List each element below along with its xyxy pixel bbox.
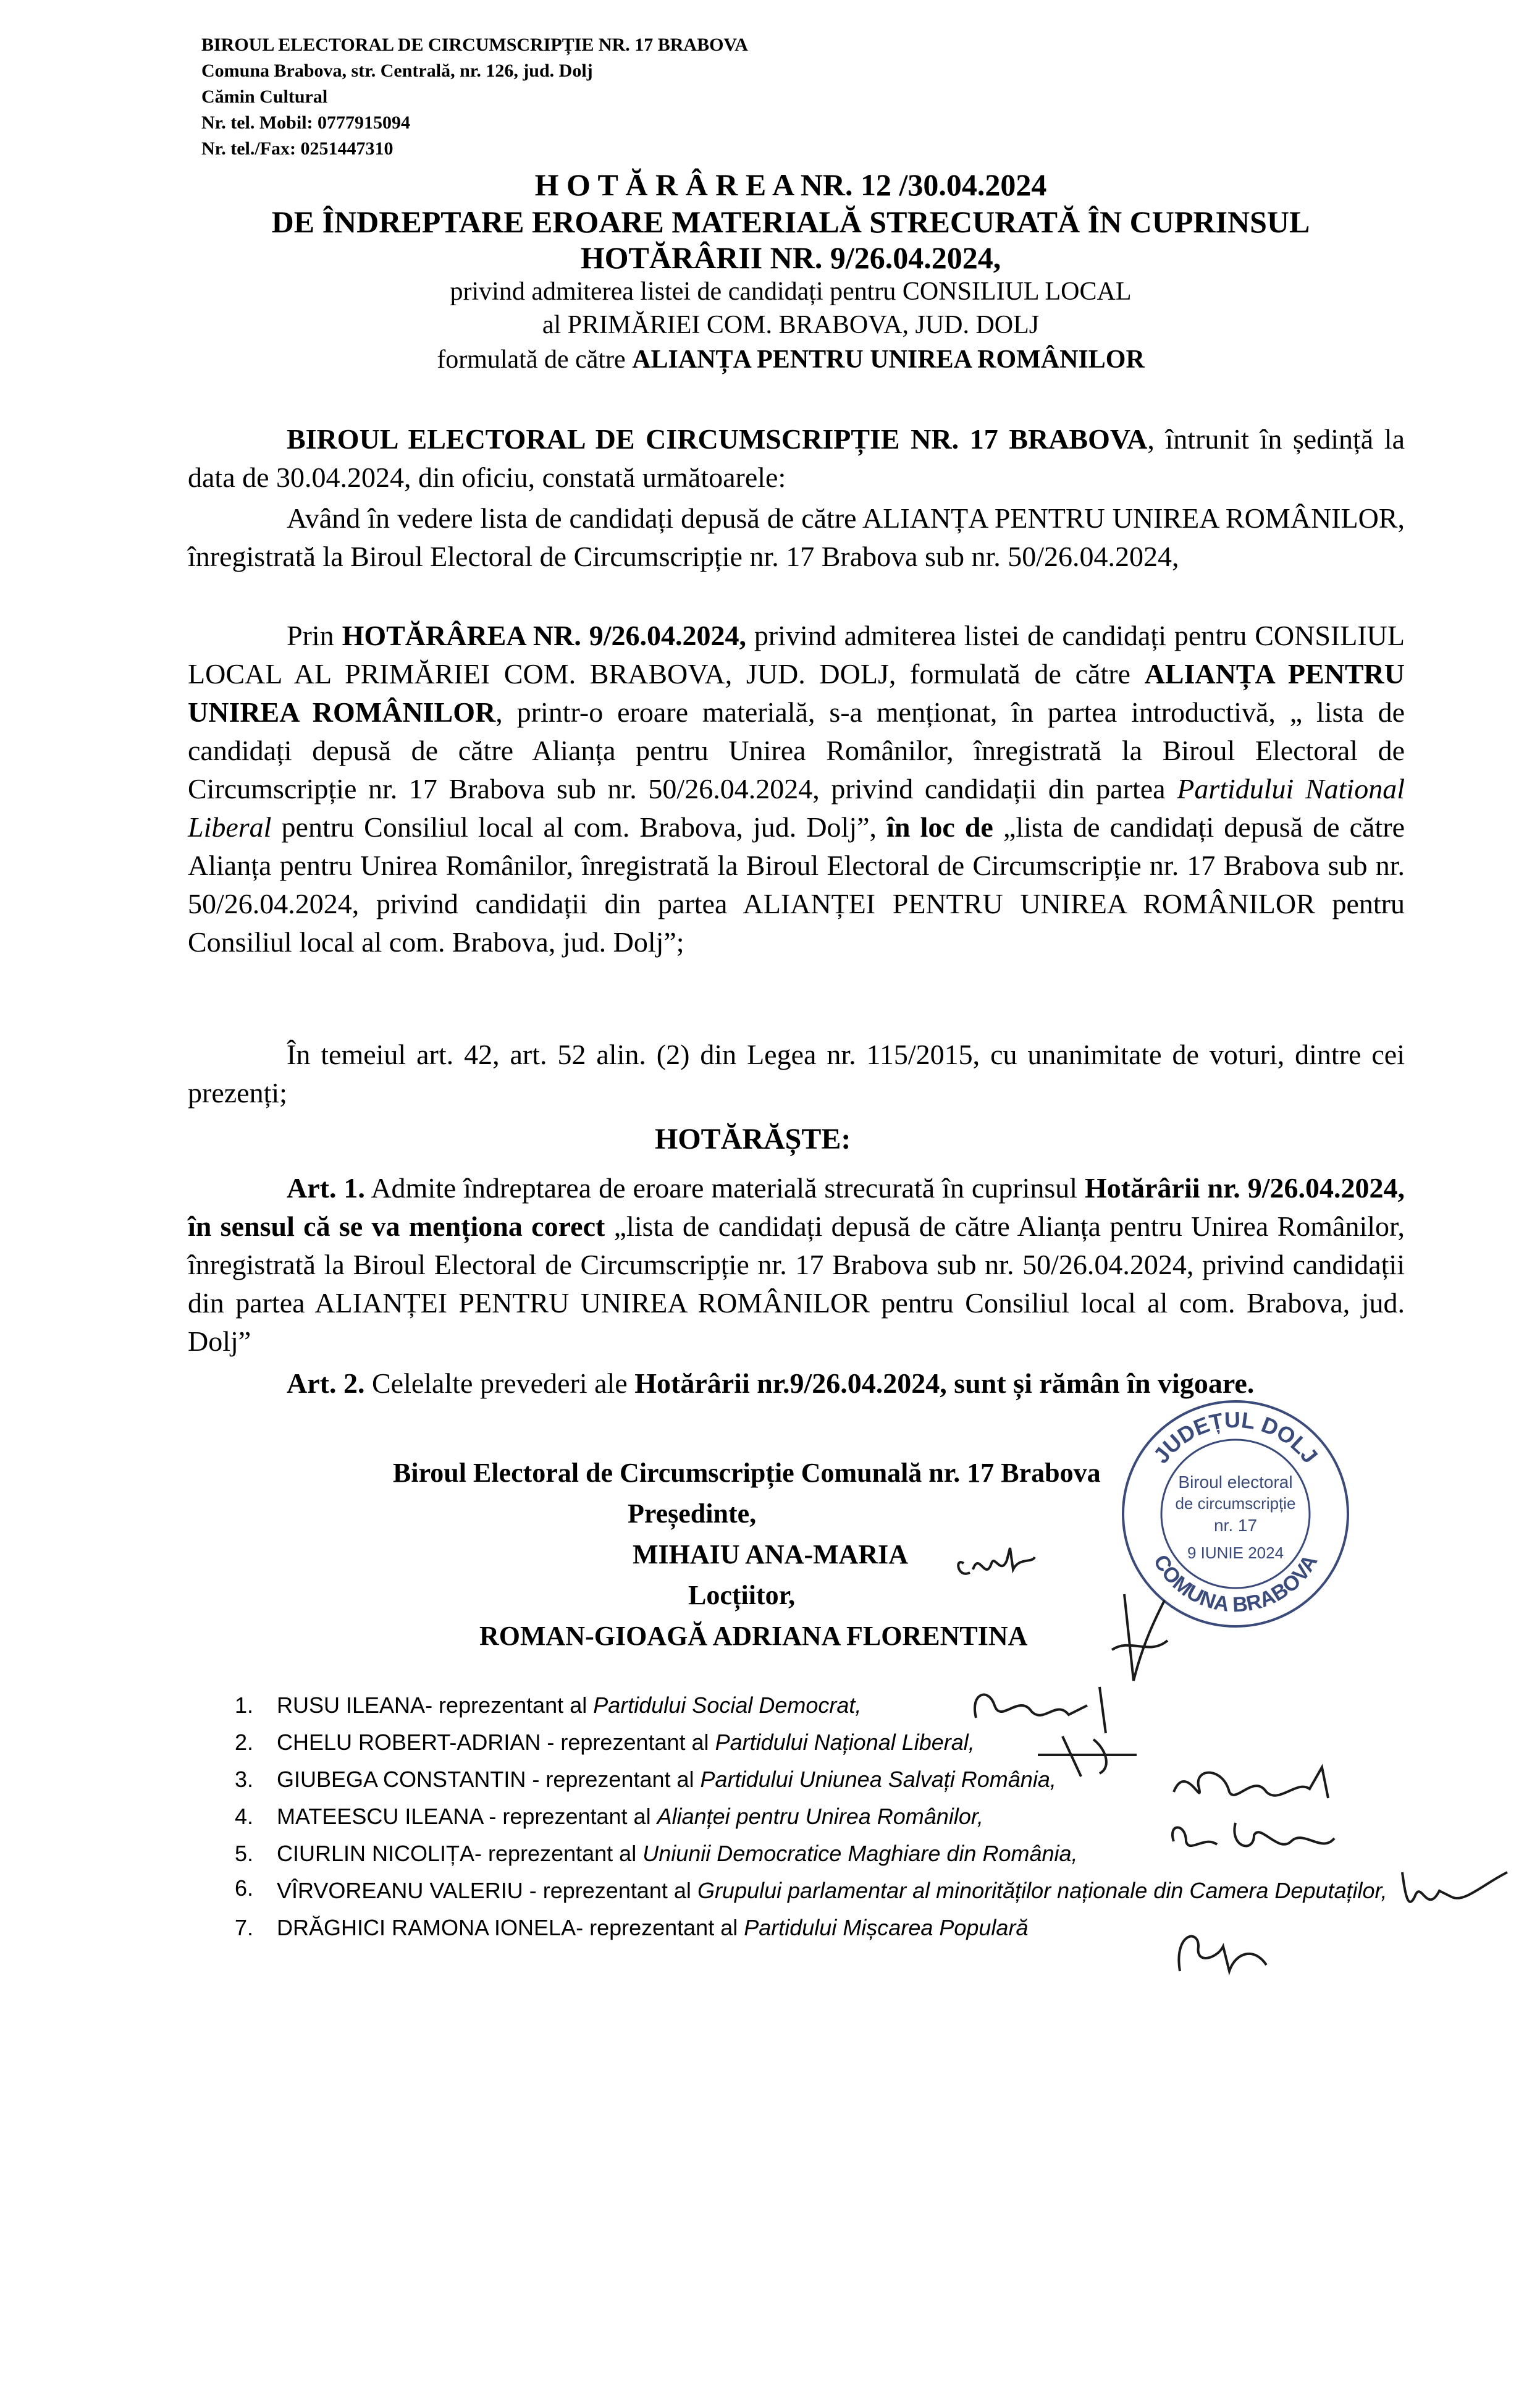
letterhead-line: Cămin Cultural [201,87,328,107]
letterhead [201,32,748,162]
member-signature-5 [1161,1810,1347,1866]
paragraph-error [188,617,1405,961]
list-number: 5. [235,1841,254,1866]
list-number: 6. [235,1875,254,1901]
letterhead-line: Comuna Brabova, str. Centrală, nr. 126, jud. Dolj [201,61,593,81]
text-run-bold: HOTĂRÂREA NR. 9/26.04.2024, [342,620,746,651]
president-title: Președinte, [628,1498,757,1529]
member-party: Grupului parlamentar al minorităților naționale din Camera Deputaților, [697,1878,1387,1903]
president-name: MIHAIU ANA-MARIA [633,1539,909,1569]
member-name: CIURLIN NICOLIȚA- reprezentant al [277,1841,643,1866]
member-signature-2 [1025,1730,1149,1780]
article-label: Art. 2. [287,1367,365,1399]
intro-text: , întrunit în ședință la data de 30.04.2024, din oficiu, constată următoarele: [188,423,1405,493]
subtitle-party: ALIANȚA PENTRU UNIREA ROMÂNILOR [632,345,1145,374]
member-signature-1 [964,1681,1137,1736]
stamp-ring-top: JUDEȚUL DOLJ [1148,1406,1323,1468]
list-number: 3. [235,1767,254,1792]
text-run: pentru Consiliul local al com. Brabova, jud. Dolj”, [271,811,887,843]
decision-number: H O T Ă R Â R E A NR. 12 /30.04.2024 [534,167,1047,202]
text-run: Celelalte prevederi ale [364,1367,635,1399]
member-signature-7 [1161,1922,1285,1983]
decision-subtitle [235,345,1347,374]
deputy-signature [1106,1582,1180,1693]
decision-subtitle: al PRIMĂRIEI COM. BRABOVA, JUD. DOLJ [542,311,1040,339]
list-number: 1. [235,1692,254,1718]
text-run-bold: în loc de [886,811,993,843]
text-run-bold: ALIANȚA PENTRU UNIREA ROMÂNILOR [188,658,1405,728]
text-run: privind admiterea listei de candidați pentru CONSILIUL LOCAL AL PRIMĂRIEI COM. BRABOVA, JUD. DOLJ, formulată de către [188,620,1405,690]
article-label: Art. 1. [287,1172,365,1204]
stamp-line: nr. 17 [1213,1516,1258,1535]
president-signature [951,1539,1044,1588]
member-party: Partidului Uniunea Salvați România, [700,1767,1056,1792]
paragraph-intro [188,420,1405,497]
member-party: Partidului Național Liberal, [715,1730,975,1755]
letterhead-line: Nr. tel. Mobil: 0777915094 [201,112,411,133]
article-1 [188,1169,1405,1361]
member-party: Partidului Social Democrat, [593,1692,862,1718]
paragraph-legal-basis: În temeiul art. 42, art. 52 alin. (2) din Legea nr. 115/2015, cu unanimitate de voturi, dintre cei prezenți; [188,1039,1405,1109]
text-run-bold: Hotărârii nr.9/26.04.2024, sunt și rămân în vigoare. [634,1367,1255,1399]
letterhead-line: Nr. tel./Fax: 0251447310 [201,138,394,159]
text-run: „lista de candidați depusă de către Alianța pentru Unirea Românilor, înregistrată la Biroul Electoral de Circumscripție nr. 17 Brabova sub nr. 50/26.04.2024, privind candidații din partea ALIANȚEI PENTRU UNIREA ROMÂNILOR pentru Consiliul local al com. Brabova, jud. Dolj”; [188,811,1405,958]
list-number: 2. [235,1730,254,1755]
list-item [235,1872,1401,1909]
member-party: Uniunii Democratice Maghiare din România, [642,1841,1078,1866]
member-name: VÎRVOREANU VALERIU - reprezentant al [277,1878,697,1903]
svg-text:JUDEȚUL DOLJ [1148,1407,1323,1468]
stamp-date: 9 IUNIE 2024 [1187,1544,1284,1562]
stamp-line: de circumscripție [1175,1494,1296,1513]
decision-subtitle: privind admiterea listei de candidați pentru CONSILIUL LOCAL [450,277,1132,306]
member-name: MATEESCU ILEANA - reprezentant al [277,1804,657,1829]
member-name: CHELU ROBERT-ADRIAN - reprezentant al [277,1730,715,1755]
paragraph-considering: Având în vedere lista de candidați depusă de către ALIANȚA PENTRU UNIREA ROMÂNILOR, înregistrată la Biroul Electoral de Circumscripție nr. 17 Brabova sub nr. 50/26.04.2024, [188,502,1405,572]
member-signature-3 [1161,1755,1347,1817]
decision-heading: HOTĂRĂȘTE: [655,1123,851,1155]
list-item [235,1687,1408,1724]
member-name: GIUBEGA CONSTANTIN - reprezentant al [277,1767,701,1792]
list-number: 4. [235,1804,254,1829]
decision-title: DE ÎNDREPTARE EROARE MATERIALĂ STRECURATĂ ÎN CUPRINSUL [271,205,1310,239]
text-run: Admite îndreptarea de eroare materială strecurată în cuprinsul [364,1172,1085,1204]
office-name: BIROUL ELECTORAL DE CIRCUMSCRIPȚIE NR. 17 BRABOVA [287,423,1148,455]
list-number: 7. [235,1915,254,1940]
decision-title-ref: HOTĂRÂRII NR. 9/26.04.2024, [580,240,1001,275]
deputy-name: ROMAN-GIOAGĂ ADRIANA FLORENTINA [479,1621,1028,1651]
text-run-bold: Hotărârii nr. 9/26.04.2024, în sensul că se va menționa corect [188,1172,1405,1242]
subtitle-prefix: formulată de către [437,345,633,374]
text-run-italic: Partidului National Liberal [188,773,1405,843]
text-run: , printr-o eroare materială, s-a menționat, în partea introductivă, „ lista de candidați depusă de către Alianța pentru Unirea Românilor, înregistrată la Biroul Electoral de Circumscripție nr. 17 Brabova sub nr. 50/26.04.2024, privind candidații din partea [188,696,1405,805]
member-party: Partidului Mișcarea Populară [744,1915,1029,1940]
text-run: „lista de candidați depusă de către Alianța pentru Unirea Românilor, înregistrată la Biroul Electoral de Circumscripție nr. 17 Brabova sub nr. 50/26.04.2024, privind candidații din partea ALIANȚEI PENTRU UNIREA ROMÂNILOR pentru Consiliul local al com. Brabova, jud. Dolj” [188,1210,1405,1357]
letterhead-line: BIROUL ELECTORAL DE CIRCUMSCRIPȚIE NR. 17 BRABOVA [201,35,748,55]
member-name: RUSU ILEANA- reprezentant al [277,1692,594,1718]
stamp-ring-bottom: COMUNA BRABOVA [1148,1550,1323,1617]
member-signature-6 [1390,1860,1513,1922]
member-party: Alianței pentru Unirea Românilor, [657,1804,983,1829]
signature-office: Biroul Electoral de Circumscripție Comunală nr. 17 Brabova [393,1458,1101,1488]
member-name: DRĂGHICI RAMONA IONELA- reprezentant al [277,1915,744,1940]
deputy-title: Locțiitor, [688,1580,796,1610]
text-run: Prin [287,620,342,651]
stamp-line: Biroul electoral [1178,1472,1293,1492]
